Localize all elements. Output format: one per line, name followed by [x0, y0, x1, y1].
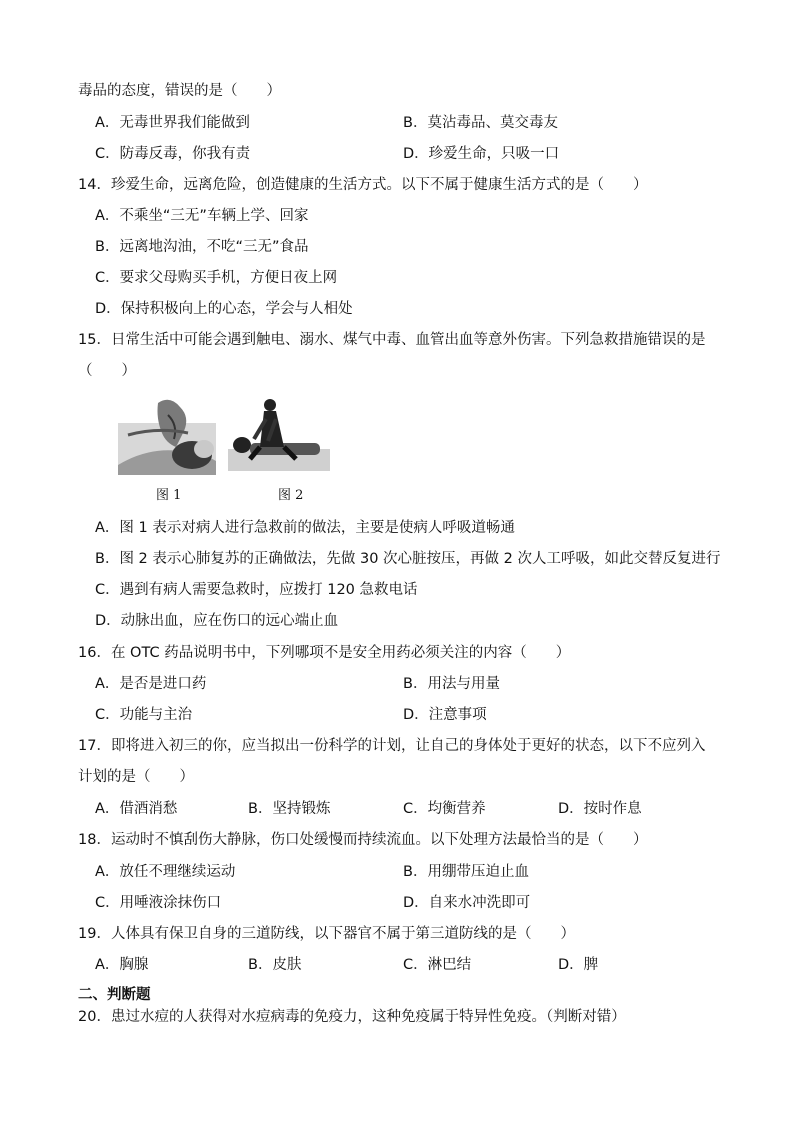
- q14-stem: 14．珍爱生命，远离危险，创造健康的生活方式。以下不属于健康生活方式的是（ ）: [78, 177, 648, 193]
- q13-option-c: C．防毒反毒，你我有责: [95, 146, 251, 162]
- q16-option-a: A．是否是进口药: [95, 676, 207, 692]
- q17-option-c: C．均衡营养: [403, 801, 486, 817]
- q17-option-b: B．坚持锻炼: [248, 801, 331, 817]
- q19-stem: 19．人体具有保卫自身的三道防线，以下器官不属于第三道防线的是（ ）: [78, 926, 575, 942]
- q19-option-d: D．脾: [558, 957, 599, 973]
- q15-option-b: B．图 2 表示心肺复苏的正确做法，先做 30 次心脏按压，再做 2 次人工呼吸，如此交替反复进行: [95, 551, 721, 567]
- q13-option-b: B．莫沾毒品、莫交毒友: [403, 115, 558, 131]
- section-heading-true-false: 二、判断题: [78, 987, 151, 1003]
- q14-option-b: B．远离地沟油，不吃“三无”食品: [95, 239, 309, 255]
- q19-option-c: C．淋巴结: [403, 957, 472, 973]
- figure-1-caption: 图 1: [156, 488, 182, 503]
- q15-stem: 15．日常生活中可能会遇到触电、溺水、煤气中毒、血管出血等意外伤害。下列急救措施错误的是: [78, 332, 706, 348]
- q18-option-d: D．自来水冲洗即可: [403, 895, 531, 911]
- q17-option-d: D．按时作息: [558, 801, 642, 817]
- q18-option-b: B．用绷带压迫止血: [403, 864, 529, 880]
- first-aid-figure: [118, 395, 330, 477]
- q15-option-d: D．动脉出血，应在伤口的远心端止血: [95, 613, 339, 629]
- q16-option-b: B．用法与用量: [403, 676, 500, 692]
- q17-option-a: A．借酒消愁: [95, 801, 178, 817]
- q13-option-d: D．珍爱生命，只吸一口: [403, 146, 560, 162]
- q17-stem: 17．即将进入初三的你，应当拟出一份科学的计划，让自己的身体处于更好的状态，以下不应列入: [78, 738, 706, 754]
- q13-option-a: A．无毒世界我们能做到: [95, 115, 250, 131]
- q14-option-c: C．要求父母购买手机，方便日夜上网: [95, 270, 338, 286]
- q16-option-d: D．注意事项: [403, 707, 487, 723]
- q16-stem: 16．在 OTC 药品说明书中，下列哪项不是安全用药必须关注的内容（ ）: [78, 645, 571, 661]
- q16-option-c: C．功能与主治: [95, 707, 193, 723]
- q18-option-a: A．放任不理继续运动: [95, 864, 236, 880]
- q15-option-c: C．遇到有病人需要急救时，应拨打 120 急救电话: [95, 582, 418, 598]
- q13-stem-tail: 毒品的态度，错误的是（ ）: [78, 83, 281, 99]
- q15-stem-tail: （ ）: [78, 363, 136, 379]
- q14-option-a: A．不乘坐“三无”车辆上学、回家: [95, 208, 309, 224]
- q18-option-c: C．用唾液涂抹伤口: [95, 895, 222, 911]
- q19-option-a: A．胸腺: [95, 957, 149, 973]
- q20-stem: 20．患过水痘的人获得对水痘病毒的免疫力，这种免疫属于特异性免疫。（判断对错）: [78, 1009, 626, 1025]
- q18-stem: 18．运动时不慎刮伤大静脉，伤口处缓慢而持续流血。以下处理方法最恰当的是（ ）: [78, 832, 648, 848]
- q15-option-a: A．图 1 表示对病人进行急救前的做法，主要是使病人呼吸道畅通: [95, 520, 515, 536]
- q17-stem-tail: 计划的是（ ）: [78, 769, 194, 785]
- q19-option-b: B．皮肤: [248, 957, 302, 973]
- figure-2-illustration: [228, 399, 330, 471]
- q14-option-d: D．保持积极向上的心态，学会与人相处: [95, 301, 353, 317]
- figure-1-illustration: [118, 400, 216, 475]
- figure-2-caption: 图 2: [278, 488, 304, 503]
